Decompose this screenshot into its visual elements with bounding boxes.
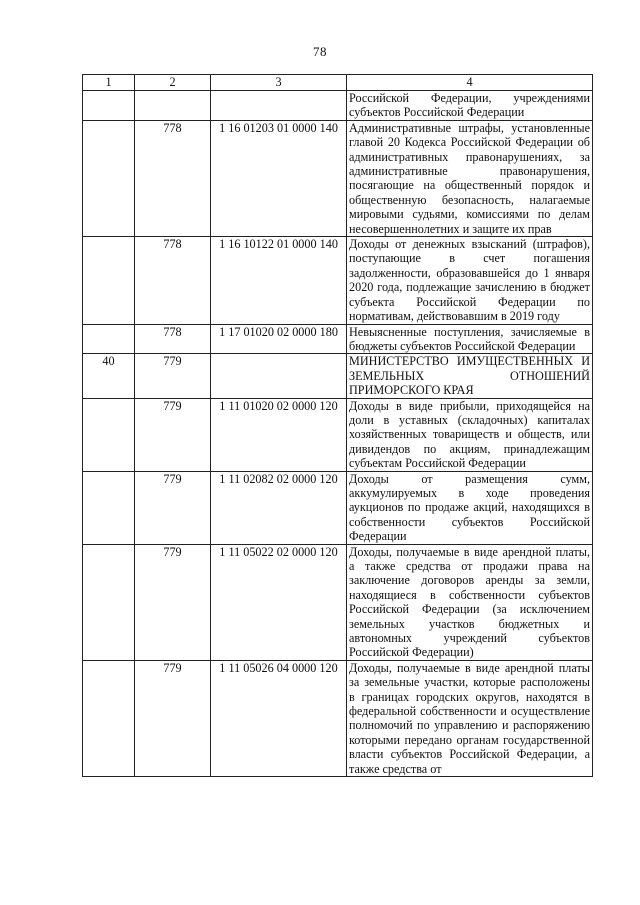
table-row: [83, 471, 593, 544]
admin-code: 779: [135, 544, 211, 660]
revenue-code: 1 16 01203 01 0000 140: [211, 120, 347, 236]
header-col-3: 3: [211, 75, 347, 91]
header-col-1: 1: [83, 75, 135, 91]
revenue-description: Невыясненные поступления, зачисляемые в бюджеты субъектов Российской Федерации: [347, 324, 593, 354]
header-col-2: 2: [135, 75, 211, 91]
revenue-description: Российской Федерации, учреждениями субъектов Российской Федерации: [347, 91, 593, 121]
revenue-description: Доходы от размещения сумм, аккумулируемых в ходе проведения аукционов по продаже акций, находящихся в собственности субъектов Российской Федерации: [347, 471, 593, 544]
revenue-description: Доходы от денежных взысканий (штрафов), поступающие в счет погашения задолженности, образовавшейся до 1 января 2020 года, подлежащие зачислению в бюджет субъекта Российской Федерации по нормативам, действовавшим в 2019 году: [347, 237, 593, 324]
revenue-description: Доходы, получаемые в виде арендной платы за земельные участки, которые расположены в границах городских округов, находятся в федеральной собственности и осуществление полномочий по управлению и распоряжению которыми передано органам государственной власти субъектов Российской Федерации, а также средства от: [347, 660, 593, 776]
page-number: 78: [313, 44, 327, 59]
admin-code: 779: [135, 660, 211, 776]
revenue-code: [211, 354, 347, 398]
admin-code: 779: [135, 354, 211, 398]
revenue-description: Доходы в виде прибыли, приходящейся на доли в уставных (складочных) капиталах хозяйственных товариществ и обществ, или дивидендов по акциям, принадлежащим субъектам Российской Федерации: [347, 398, 593, 471]
row-number: [83, 91, 135, 121]
admin-code: [135, 91, 211, 121]
table-row-section: [83, 354, 593, 398]
row-number: 40: [83, 354, 135, 398]
row-number: [83, 324, 135, 354]
admin-code: 779: [135, 471, 211, 544]
ministry-name: МИНИСТЕРСТВО ИМУЩЕСТВЕННЫХ И ЗЕМЕЛЬНЫХ ОТНОШЕНИЙ ПРИМОРСКОГО КРАЯ: [347, 354, 593, 398]
revenue-description: Административные штрафы, установленные главой 20 Кодекса Российской Федерации об административных правонарушениях, за административные правонарушения, посягающие на общественный порядок и общественную безопасность, налагаемые мировыми судьями, комиссиями по делам несовершеннолетних и защите их прав: [347, 120, 593, 236]
row-number: [83, 544, 135, 660]
row-number: [83, 471, 135, 544]
header-col-4: 4: [347, 75, 593, 91]
revenue-code: 1 11 05026 04 0000 120: [211, 660, 347, 776]
table-header-row: [83, 75, 593, 91]
revenue-description: Доходы, получаемые в виде арендной платы, а также средства от продажи права на заключение договоров аренды за земли, находящиеся в собственности субъектов Российской Федерации (за исключением земельных участков бюджетных и автономных учреждений субъектов Российской Федерации): [347, 544, 593, 660]
row-number: [83, 398, 135, 471]
admin-code: 778: [135, 120, 211, 236]
revenue-code: 1 16 10122 01 0000 140: [211, 237, 347, 324]
table-row: [83, 91, 593, 121]
revenue-code: 1 11 01020 02 0000 120: [211, 398, 347, 471]
table-row: [83, 544, 593, 660]
admin-code: 778: [135, 237, 211, 324]
row-number: [83, 120, 135, 236]
row-number: [83, 660, 135, 776]
revenue-code: 1 11 05022 02 0000 120: [211, 544, 347, 660]
revenue-table: [82, 74, 593, 777]
table-row: [83, 398, 593, 471]
admin-code: 779: [135, 398, 211, 471]
revenue-code: 1 11 02082 02 0000 120: [211, 471, 347, 544]
row-number: [83, 237, 135, 324]
revenue-code: 1 17 01020 02 0000 180: [211, 324, 347, 354]
admin-code: 778: [135, 324, 211, 354]
table-row: [83, 660, 593, 776]
table-row: [83, 120, 593, 236]
table-row: [83, 237, 593, 324]
revenue-code: [211, 91, 347, 121]
table-row: [83, 324, 593, 354]
